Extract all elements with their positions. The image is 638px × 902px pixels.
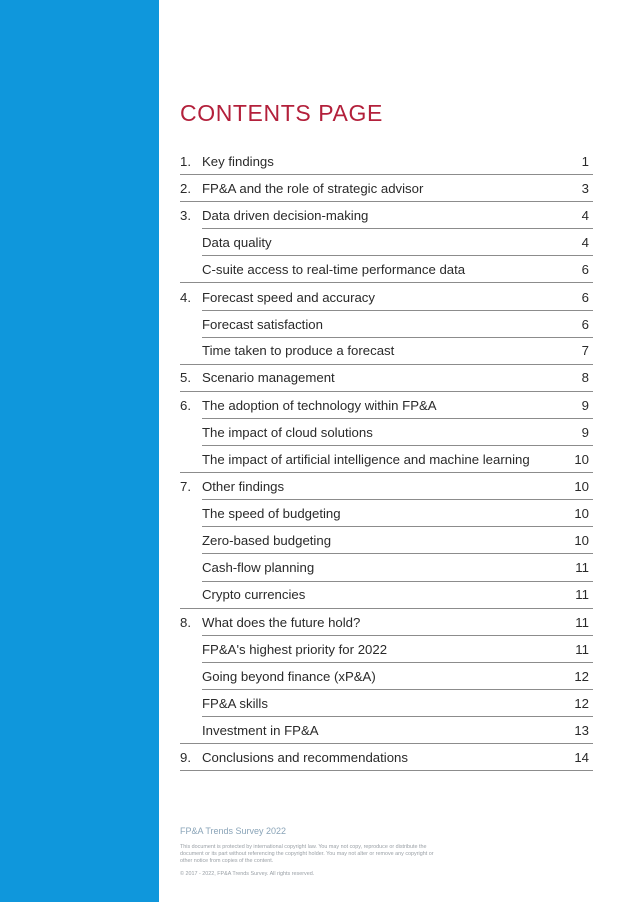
toc-entry-page-number: 9 [581,397,589,413]
toc-entry-page-number: 10 [574,506,589,522]
toc-entry-page-number: 4 [581,235,589,251]
toc-entry-title: Zero-based budgeting [202,533,332,549]
toc-entry-page-number: 11 [575,641,589,657]
toc-entry[interactable] [180,582,593,609]
toc-entry-title: FP&A skills [202,695,268,711]
toc-entry-title: C-suite access to real-time performance data [202,261,466,277]
footer [180,826,440,877]
toc-entry-number: 3. [180,208,191,224]
toc-entry-page-number: 14 [574,749,589,765]
toc-entry-title: The adoption of technology within FP&A [202,397,437,413]
toc-entry-number: 4. [180,289,191,305]
toc-entry-page-number: 1 [581,153,589,169]
toc-entry-number: 7. [180,479,191,495]
table-of-contents [180,148,593,771]
toc-entry-page-number: 8 [581,370,589,386]
toc-entry-title: The speed of budgeting [202,506,341,522]
toc-entry-title: Conclusions and recommendations [202,749,408,765]
toc-entry[interactable] [180,446,593,473]
toc-entry-title: Forecast satisfaction [202,316,323,332]
toc-entry-page-number: 6 [581,289,589,305]
toc-entry-page-number: 7 [581,343,589,359]
toc-entry[interactable] [180,527,593,554]
toc-entry[interactable] [180,744,593,771]
toc-entry[interactable] [180,338,593,365]
toc-entry-page-number: 6 [581,316,589,332]
toc-entry-page-number: 10 [574,533,589,549]
toc-entry-number: 6. [180,397,191,413]
toc-entry-title: Time taken to produce a forecast [202,343,395,359]
toc-entry[interactable] [180,473,593,500]
toc-entry-page-number: 4 [581,208,589,224]
toc-entry-title: Going beyond finance (xP&A) [202,668,376,684]
toc-entry-title: Investment in FP&A [202,722,319,738]
toc-entry-page-number: 12 [574,668,589,684]
toc-entry-page-number: 10 [574,451,589,467]
toc-entry[interactable] [180,392,593,419]
toc-entry[interactable] [180,500,593,527]
toc-entry[interactable] [180,311,593,338]
toc-entry-title: Cash-flow planning [202,560,315,576]
toc-entry[interactable] [180,229,593,256]
toc-entry-title: Data driven decision-making [202,208,369,224]
toc-entry-page-number: 9 [581,424,589,440]
toc-entry-title: What does the future hold? [202,614,361,630]
toc-entry[interactable] [180,419,593,446]
toc-entry-page-number: 12 [574,695,589,711]
footer-title: FP&A Trends Survey 2022 [180,826,287,836]
page-title: CONTENTS PAGE [180,100,383,126]
toc-entry-title: The impact of artificial intelligence and machine learning [202,451,530,467]
toc-entry-number: 2. [180,180,191,196]
toc-entry-title: FP&A's highest priority for 2022 [202,641,388,657]
toc-entry-number: 8. [180,614,191,630]
toc-entry[interactable] [180,663,593,690]
blue-sidebar-band [0,0,159,902]
toc-entry[interactable] [180,609,593,636]
toc-entry-page-number: 6 [581,261,589,277]
toc-entry-title: The impact of cloud solutions [202,424,373,440]
toc-entry[interactable] [180,202,593,229]
toc-entry-number: 9. [180,749,191,765]
toc-entry-page-number: 11 [575,560,589,576]
toc-entry[interactable] [180,148,593,175]
toc-entry-page-number: 11 [575,614,589,630]
toc-entry[interactable] [180,717,593,744]
toc-entry[interactable] [180,365,593,392]
toc-entry[interactable] [180,690,593,717]
toc-entry[interactable] [180,175,593,202]
toc-entry-title: Other findings [202,479,285,495]
toc-entry-number: 1. [180,153,191,169]
toc-entry-page-number: 13 [574,722,589,738]
toc-entry[interactable] [180,256,593,283]
toc-entry[interactable] [180,283,593,310]
footer-copyright: © 2017 - 2022, FP&A Trends Survey. All rights reserved. [180,871,315,877]
footer-legal-notice: This document is protected by international copyright law. You may not copy, reproduce or distribute the document or its part without referencing the copyright holder. You may not alter or remove any copyright or other notice from copies of the content. [180,844,434,864]
toc-entry-number: 5. [180,370,191,386]
toc-entry-title: Data quality [202,235,272,251]
toc-entry-title: Forecast speed and accuracy [202,289,375,305]
toc-entry[interactable] [180,554,593,581]
toc-entry-page-number: 10 [574,479,589,495]
toc-entry[interactable] [180,636,593,663]
toc-entry-title: FP&A and the role of strategic advisor [202,180,424,196]
toc-entry-title: Crypto currencies [202,587,306,603]
toc-entry-page-number: 11 [575,587,589,603]
toc-entry-title: Key findings [202,153,274,169]
toc-entry-page-number: 3 [581,180,589,196]
toc-entry-title: Scenario management [202,370,335,386]
